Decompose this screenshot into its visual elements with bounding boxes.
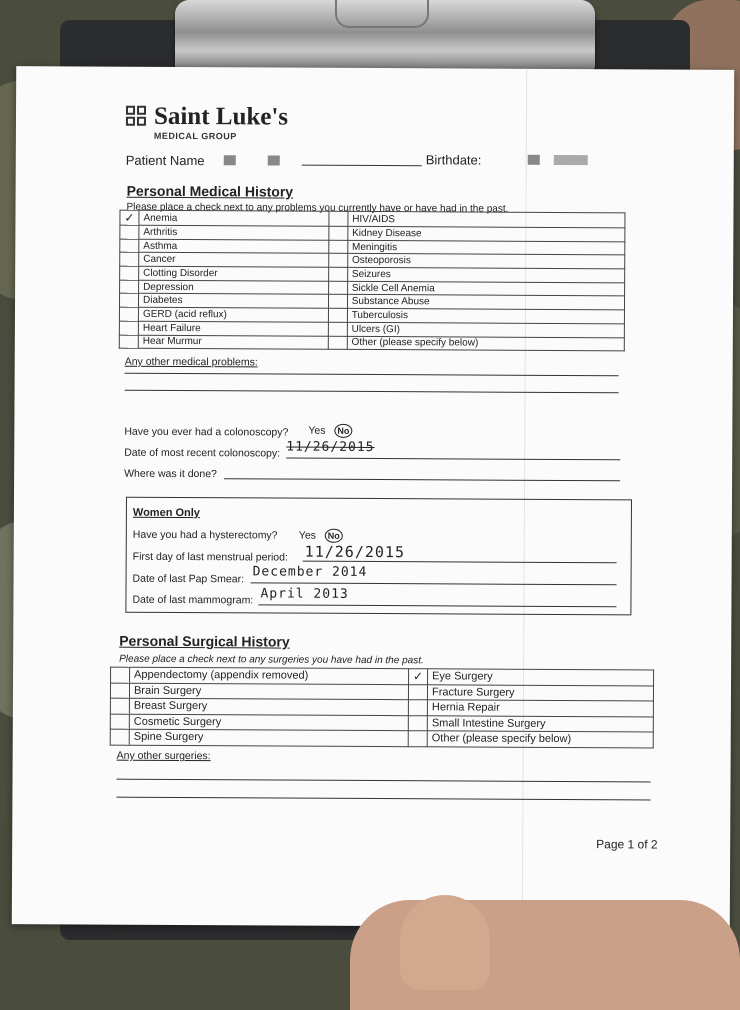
thumb bbox=[400, 895, 490, 990]
medical-condition-label: Cancer bbox=[139, 253, 329, 268]
medical-condition-label: Diabetes bbox=[138, 294, 328, 309]
surgery-label: Hernia Repair bbox=[427, 700, 653, 717]
mammogram-value: April 2013 bbox=[260, 586, 349, 602]
colonoscopy-date-value: 11/26/2015 bbox=[286, 439, 375, 456]
medical-history-table bbox=[119, 210, 626, 352]
other-medical-label: Any other medical problems: bbox=[124, 355, 258, 369]
surgical-history-instructions: Please place a check next to any surgeries you have had in the past. bbox=[119, 653, 424, 667]
medical-history-title: Personal Medical History bbox=[126, 182, 294, 200]
surgery-checkbox[interactable] bbox=[110, 729, 129, 745]
medical-condition-label: Meningitis bbox=[348, 240, 625, 255]
table-row bbox=[110, 729, 653, 747]
medical-condition-label: Osteoporosis bbox=[347, 254, 624, 269]
medical-condition-label: Substance Abuse bbox=[347, 295, 624, 310]
medical-condition-checkbox[interactable] bbox=[119, 294, 138, 308]
surgery-checkbox[interactable] bbox=[111, 667, 130, 683]
cross-logo-icon bbox=[126, 106, 148, 128]
medical-condition-checkbox[interactable] bbox=[120, 266, 139, 280]
pap-smear-label: Date of last Pap Smear: bbox=[132, 572, 245, 586]
surgery-checkbox[interactable] bbox=[408, 715, 427, 731]
colonoscopy-no-circled[interactable]: No bbox=[334, 424, 352, 438]
women-only-title: Women Only bbox=[132, 506, 200, 520]
surgery-checkbox[interactable] bbox=[408, 684, 427, 700]
pap-smear-value: December 2014 bbox=[252, 564, 368, 580]
colonoscopy-yes[interactable]: Yes bbox=[308, 424, 326, 437]
medical-condition-label: Heart Failure bbox=[138, 321, 328, 336]
page-number: Page 1 of 2 bbox=[596, 837, 658, 852]
surgery-label: Breast Surgery bbox=[129, 698, 408, 715]
medical-condition-checkbox[interactable] bbox=[120, 280, 139, 294]
surgery-label: Small Intestine Surgery bbox=[427, 715, 653, 732]
medical-condition-label: Sickle Cell Anemia bbox=[347, 281, 624, 296]
surgical-history-title: Personal Surgical History bbox=[119, 632, 290, 650]
medical-condition-label: Anemia bbox=[139, 210, 329, 226]
colonoscopy-where-line[interactable] bbox=[224, 478, 620, 481]
other-medical-line[interactable] bbox=[125, 373, 619, 377]
surgery-checkbox[interactable] bbox=[110, 698, 129, 714]
surgery-label: Eye Surgery bbox=[428, 669, 654, 686]
medical-condition-label: GERD (acid reflux) bbox=[138, 307, 328, 322]
medical-condition-label: Seizures bbox=[347, 267, 624, 282]
redacted-name bbox=[268, 155, 280, 165]
medical-condition-checkbox[interactable] bbox=[120, 225, 139, 239]
menstrual-value: 11/26/2015 bbox=[304, 542, 406, 562]
colonoscopy-where-label: Where was it done? bbox=[124, 467, 217, 481]
surgery-label: Fracture Surgery bbox=[427, 684, 653, 701]
table-row bbox=[119, 335, 624, 351]
birthdate-label: Birthdate: bbox=[425, 152, 482, 168]
other-surgeries-line[interactable] bbox=[116, 797, 650, 801]
surgery-checkbox[interactable] bbox=[110, 714, 129, 730]
medical-condition-checkbox[interactable] bbox=[119, 335, 138, 349]
redacted-birthdate bbox=[528, 155, 540, 165]
hysterectomy-yes[interactable]: Yes bbox=[298, 529, 316, 542]
other-surgeries-label: Any other surgeries: bbox=[116, 749, 211, 763]
pap-smear-line[interactable] bbox=[251, 582, 617, 585]
hysterectomy-question: Have you had a hysterectomy? bbox=[132, 528, 278, 542]
medical-condition-label: Tuberculosis bbox=[347, 308, 624, 323]
other-medical-line[interactable] bbox=[125, 390, 619, 394]
medical-condition-checkbox[interactable] bbox=[119, 321, 138, 335]
medical-condition-label: HIV/AIDS bbox=[348, 211, 625, 227]
logo-name: Saint Luke's bbox=[153, 102, 289, 131]
colonoscopy-date-line[interactable] bbox=[286, 458, 620, 461]
mammogram-line[interactable] bbox=[258, 604, 616, 607]
saint-lukes-logo bbox=[126, 103, 288, 132]
medical-condition-checkbox[interactable]: ✓ bbox=[120, 210, 139, 225]
surgery-label: Cosmetic Surgery bbox=[129, 714, 408, 731]
medical-condition-label: Arthritis bbox=[139, 225, 329, 240]
medical-condition-checkbox[interactable] bbox=[119, 307, 138, 321]
medical-condition-checkbox[interactable] bbox=[120, 253, 139, 267]
medical-condition-label: Clotting Disorder bbox=[139, 266, 329, 281]
menstrual-line[interactable] bbox=[303, 561, 617, 564]
medical-condition-checkbox[interactable] bbox=[328, 281, 347, 295]
surgery-checkbox[interactable] bbox=[408, 700, 427, 716]
medical-condition-checkbox[interactable] bbox=[120, 239, 139, 253]
medical-condition-label: Depression bbox=[139, 280, 329, 295]
medical-condition-checkbox[interactable] bbox=[328, 267, 347, 281]
medical-condition-checkbox[interactable] bbox=[328, 336, 347, 350]
medical-condition-checkbox[interactable] bbox=[329, 240, 348, 254]
other-surgeries-line[interactable] bbox=[117, 779, 651, 783]
medical-condition-checkbox[interactable] bbox=[328, 322, 347, 336]
surgery-label: Appendectomy (appendix removed) bbox=[130, 667, 409, 684]
medical-condition-checkbox[interactable] bbox=[328, 254, 347, 268]
medical-condition-checkbox[interactable] bbox=[328, 295, 347, 309]
redacted-name bbox=[224, 155, 236, 165]
patient-name-label: Patient Name bbox=[125, 152, 205, 169]
medical-condition-label: Other (please specify below) bbox=[347, 336, 624, 351]
surgery-label: Spine Surgery bbox=[129, 729, 408, 746]
medical-condition-label: Asthma bbox=[139, 239, 329, 254]
menstrual-label: First day of last menstrual period: bbox=[132, 550, 288, 564]
surgical-history-table bbox=[110, 667, 654, 748]
medical-form-page bbox=[12, 66, 734, 928]
mammogram-label: Date of last mammogram: bbox=[132, 593, 254, 607]
clipboard-clip bbox=[175, 0, 595, 72]
surgery-checkbox[interactable] bbox=[408, 731, 427, 747]
colonoscopy-question: Have you ever had a colonoscopy? bbox=[124, 425, 289, 439]
medical-condition-label: Hear Murmur bbox=[138, 335, 328, 350]
surgery-checkbox[interactable] bbox=[110, 683, 129, 699]
medical-condition-checkbox[interactable] bbox=[328, 308, 347, 322]
medical-condition-label: Kidney Disease bbox=[348, 226, 625, 241]
hysterectomy-no-circled[interactable]: No bbox=[325, 529, 343, 543]
medical-condition-checkbox[interactable] bbox=[329, 226, 348, 240]
logo-subtitle: MEDICAL GROUP bbox=[153, 130, 237, 142]
surgery-label: Other (please specify below) bbox=[427, 731, 653, 748]
medical-condition-label: Ulcers (GI) bbox=[347, 322, 624, 337]
patient-name-field[interactable] bbox=[302, 165, 422, 167]
medical-history-instructions: Please place a check next to any problems you currently have or have had in the past. bbox=[126, 201, 509, 215]
redacted-birthdate bbox=[554, 155, 588, 165]
surgery-label: Brain Surgery bbox=[129, 683, 408, 700]
medical-condition-checkbox[interactable] bbox=[329, 211, 348, 226]
women-only-section bbox=[125, 497, 632, 616]
colonoscopy-date-label: Date of most recent colonoscopy: bbox=[124, 446, 281, 460]
surgery-checkbox[interactable]: ✓ bbox=[409, 669, 428, 685]
